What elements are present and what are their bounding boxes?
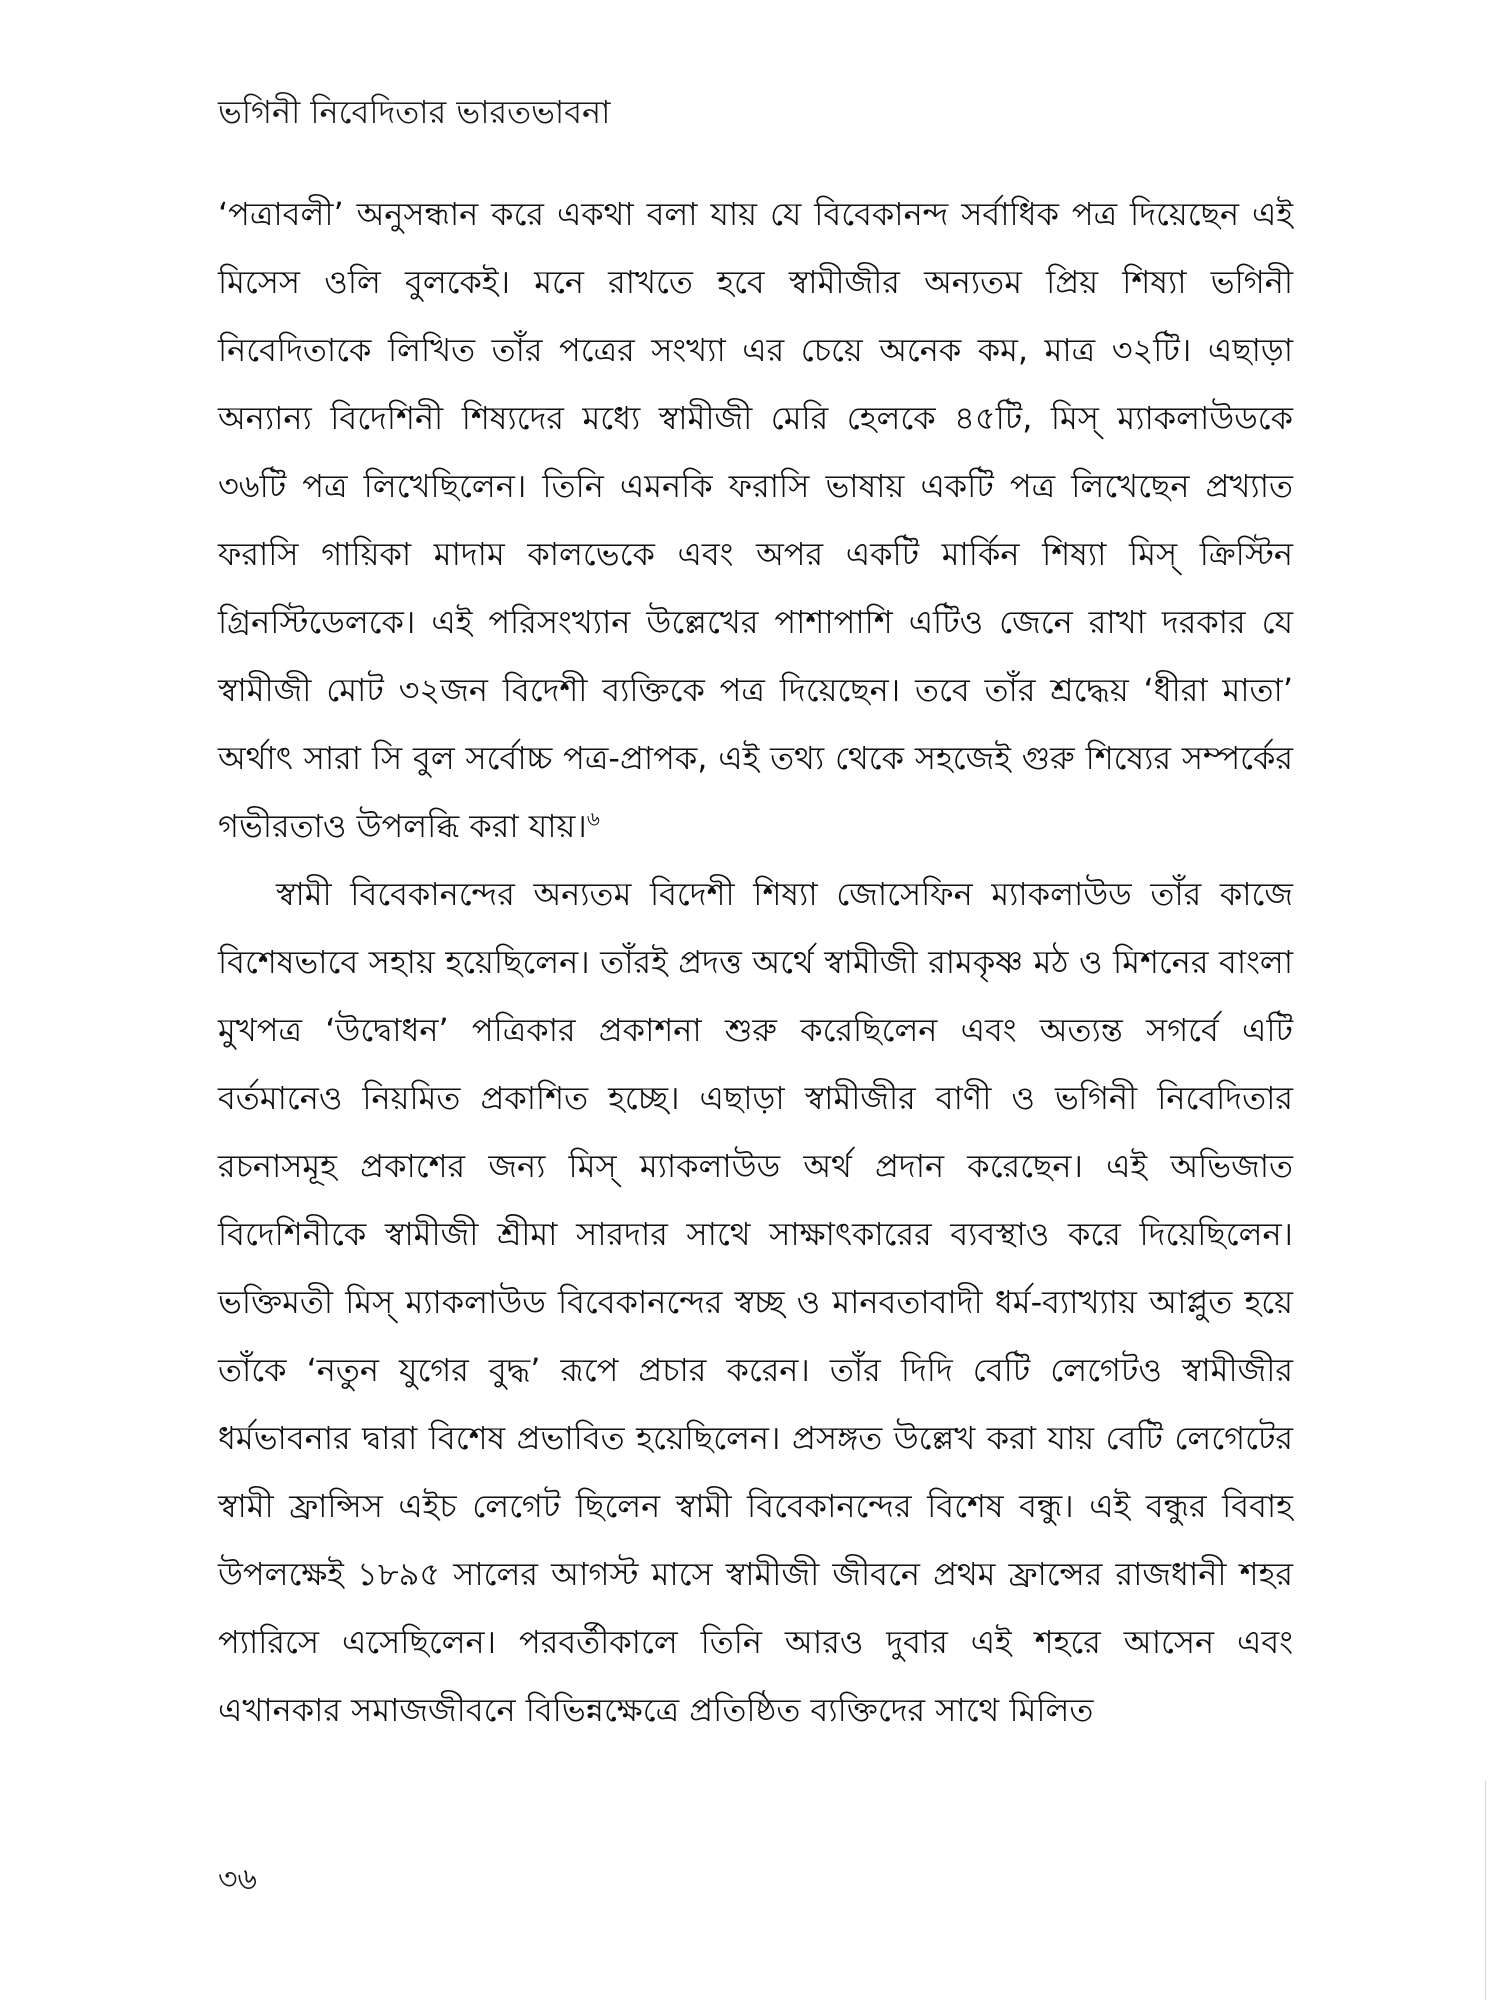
paragraph-1-text: ‘পত্রাবলী’ অনুসন্ধান করে একথা বলা যায় যে বিবেকানন্দ সর্বাধিক পত্র দিয়েছেন এই মিসেস ওলি বুলকেই। মনে রাখতে হবে স্বামীজীর অন্যতম প্রিয় শিষ্যা ভগিনী নিবেদিতাকে লিখিত তাঁর পত্রের সংখ্যা এর চেয়ে অনেক কম, মাত্র ৩২টি। এছাড়া অন্যান্য বিদেশিনী শিষ্যদের মধ্যে স্বামীজী মেরি হেলকে ৪৫টি, মিস্ ম্যাকলাউডকে ৩৬টি পত্র লিখেছিলেন। তিনি এমনকি ফরাসি ভাষায় একটি পত্র লিখেছেন প্রখ্যাত ফরাসি গায়িকা মাদাম কালভেকে এবং অপর একটি মার্কিন শিষ্যা মিস্ ক্রিস্টিন গ্রিনস্টিডেলকে। এই পরিসংখ্যান উল্লেখের পাশাপাশি এটিও জেনে রাখা দরকার যে স্বামীজী মোট ৩২জন বিদেশী ব্যক্তিকে পত্র দিয়েছেন। তবে তাঁর শ্রদ্ধেয় ‘ধীরা মাতা’ অর্থাৎ সারা সি বুল সর্বোচ্চ পত্র-প্রাপক, এই তথ্য থেকে সহজেই গুরু শিষ্যের সম্পর্কের গভীরতাও উপলব্ধি করা যায়। <box>218 195 1293 845</box>
running-head-title: ভগিনী নিবেদিতার ভারতভাবনা <box>218 93 611 131</box>
paragraph-1 <box>218 180 1293 860</box>
page-body <box>218 180 1293 1744</box>
page-edge-divider <box>1485 1780 1486 2000</box>
page-number: ৩৬ <box>218 1862 258 1897</box>
footnote-reference: ৬ <box>586 806 600 831</box>
paragraph-2: স্বামী বিবেকানন্দের অন্যতম বিদেশী শিষ্যা জোসেফিন ম্যাকলাউড তাঁর কাজে বিশেষভাবে সহায় হয়েছিলেন। তাঁরই প্রদত্ত অর্থে স্বামীজী রামকৃষ্ণ মঠ ও মিশনের বাংলা মুখপত্র ‘উদ্বোধন’ পত্রিকার প্রকাশনা শুরু করেছিলেন এবং অত্যন্ত সগর্বে এটি বর্তমানেও নিয়মিত প্রকাশিত হচ্ছে। এছাড়া স্বামীজীর বাণী ও ভগিনী নিবেদিতার রচনাসমূহ প্রকাশের জন্য মিস্ ম্যাকলাউড অর্থ প্রদান করেছেন। এই অভিজাত বিদেশিনীকে স্বামীজী শ্রীমা সারদার সাথে সাক্ষাৎকারের ব্যবস্থাও করে দিয়েছিলেন। ভক্তিমতী মিস্ ম্যাকলাউড বিবেকানন্দের স্বচ্ছ ও মানবতাবাদী ধর্ম-ব্যাখ্যায় আপ্লুত হয়ে তাঁকে ‘নতুন যুগের বুদ্ধ’ রূপে প্রচার করেন। তাঁর দিদি বেটি লেগেটও স্বামীজীর ধর্মভাবনার দ্বারা বিশেষ প্রভাবিত হয়েছিলেন। প্রসঙ্গত উল্লেখ করা যায় বেটি লেগেটের স্বামী ফ্রান্সিস এইচ লেগেট ছিলেন স্বামী বিবেকানন্দের বিশেষ বন্ধু। এই বন্ধুর বিবাহ উপলক্ষেই ১৮৯৫ সালের আগস্ট মাসে স্বামীজী জীবনে প্রথম ফ্রান্সের রাজধানী শহর প্যারিসে এসেছিলেন। পরবর্তীকালে তিনি আরও দুবার এই শহরে আসেন এবং এখানকার সমাজজীবনে বিভিন্নক্ষেত্রে প্রতিষ্ঠিত ব্যক্তিদের সাথে মিলিত <box>218 875 1293 1729</box>
